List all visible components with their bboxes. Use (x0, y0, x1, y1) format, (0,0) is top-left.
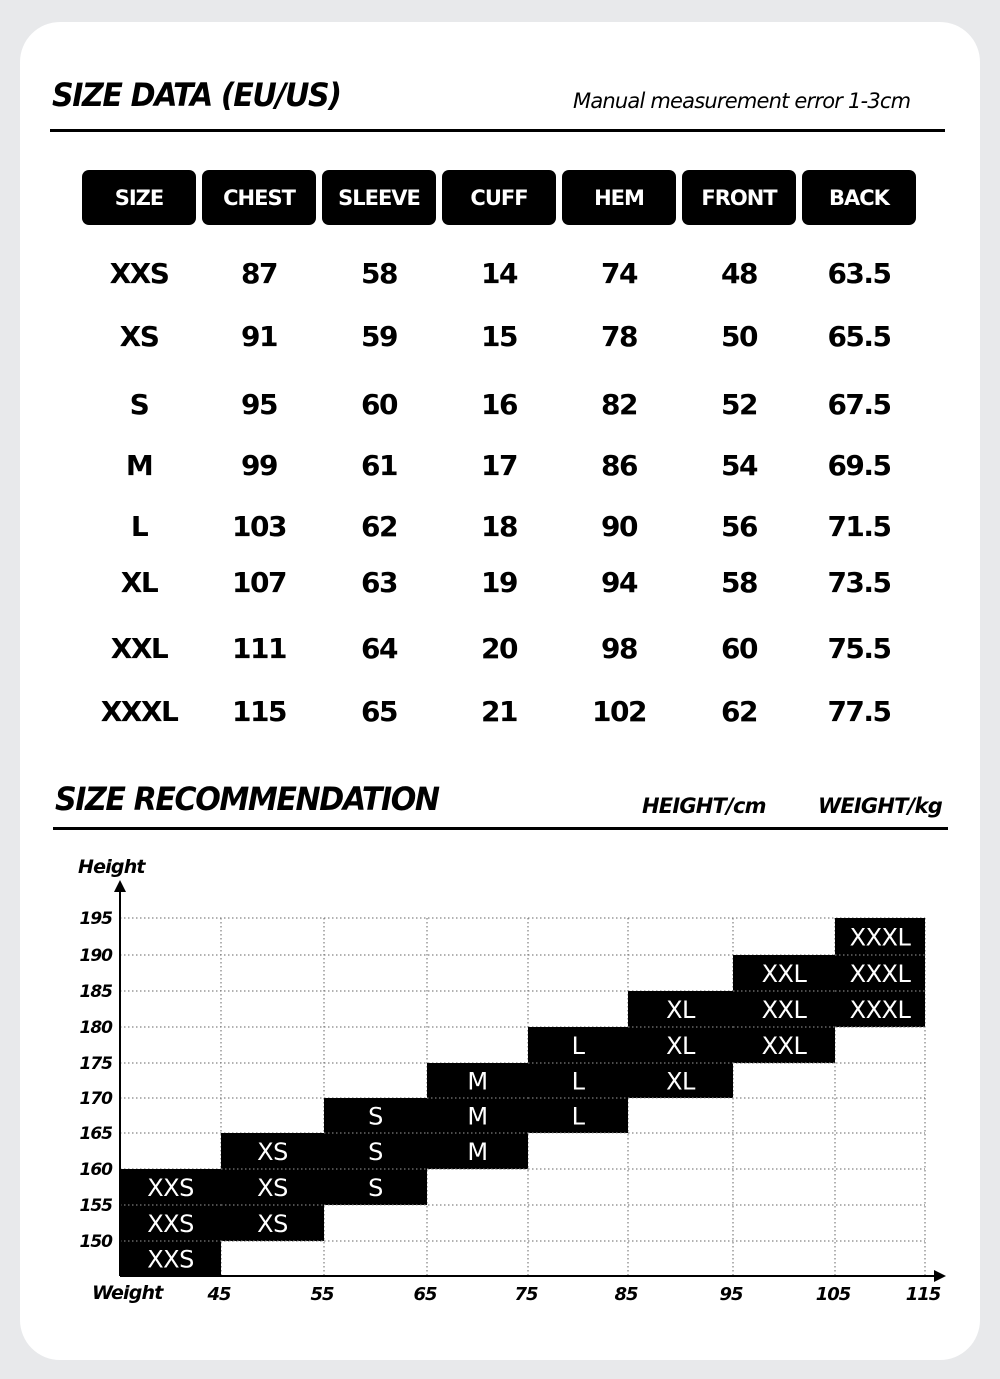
size-block-label: XXL (761, 1032, 807, 1060)
size-block-label: XXXL (849, 996, 911, 1024)
measurement-cell: 61 (361, 449, 397, 482)
x-tick-label: 85 (614, 1284, 638, 1305)
measurement-cell: 59 (361, 320, 397, 353)
size-label-cell: XL (120, 566, 158, 599)
measurement-cell: 65 (361, 695, 397, 728)
measurement-cell: 98 (601, 632, 637, 665)
size-block-label: L (571, 1102, 585, 1131)
y-axis-title: Height (78, 856, 145, 878)
size-block-label: L (571, 1067, 585, 1096)
measurement-cell: 60 (361, 388, 397, 421)
measurement-cell: 82 (601, 388, 637, 421)
measurement-cell: 64 (361, 632, 397, 665)
measurement-cell: 58 (721, 566, 757, 599)
size-block-label: M (467, 1102, 488, 1131)
measurement-cell: 111 (232, 632, 286, 665)
x-tick-label: 105 (815, 1284, 851, 1305)
measurement-cell: 77.5 (827, 695, 891, 728)
x-tick-label: 55 (310, 1284, 334, 1305)
measurement-cell: 60 (721, 632, 757, 665)
size-block-label: XS (257, 1174, 288, 1202)
y-tick-label: 160 (79, 1160, 112, 1180)
measurement-cell: 20 (481, 632, 517, 665)
size-block-label: XXS (147, 1210, 194, 1238)
measurement-cell: 73.5 (827, 566, 891, 599)
size-block-label: XS (257, 1210, 288, 1238)
y-axis-arrow (114, 880, 126, 892)
weight-unit-label: WEIGHT/kg (818, 794, 942, 818)
measurement-cell: 62 (361, 510, 397, 543)
measurement-cell: 107 (232, 566, 286, 599)
size-block-label: XXL (761, 960, 807, 988)
measurement-cell: 67.5 (827, 388, 891, 421)
measurement-cell: 54 (721, 449, 757, 482)
size-block-label: XXXL (849, 923, 911, 952)
measurement-cell: 86 (601, 449, 637, 482)
measurement-cell: 16 (481, 388, 517, 421)
y-tick-label: 190 (79, 946, 112, 966)
size-block-label: XXXL (849, 960, 911, 988)
measurement-cell: 95 (241, 388, 277, 421)
measurement-cell: 102 (592, 695, 646, 728)
measurement-cell: 62 (721, 695, 757, 728)
size-block-label: XS (257, 1138, 288, 1166)
column-header-hem: HEM (562, 170, 676, 225)
x-tick-label: 95 (719, 1284, 743, 1305)
measurement-cell: 115 (232, 695, 286, 728)
measurement-cell: 78 (601, 320, 637, 353)
measurement-cell: 91 (241, 320, 277, 353)
measurement-cell: 63.5 (827, 257, 891, 290)
column-header-chest: CHEST (202, 170, 316, 225)
size-block-label: XL (666, 996, 695, 1024)
size-block-label: S (368, 1174, 383, 1202)
size-block-label: XXS (147, 1245, 194, 1274)
x-axis-arrow (934, 1270, 946, 1282)
y-tick-label: 195 (79, 909, 112, 929)
size-label-cell: L (130, 510, 148, 543)
measurement-cell: 74 (601, 257, 637, 290)
size-recommendation-title: SIZE RECOMMENDATION (55, 780, 439, 818)
measurement-note: Manual measurement error 1-3cm (573, 89, 911, 113)
measurement-cell: 17 (481, 449, 517, 482)
size-label-cell: XS (119, 320, 159, 353)
column-header-size: SIZE (82, 170, 196, 225)
size-block-label: M (467, 1067, 488, 1096)
size-block-label: S (368, 1102, 383, 1131)
measurement-cell: 103 (232, 510, 286, 543)
size-block-label: S (368, 1138, 383, 1166)
measurement-cell: 65.5 (827, 320, 891, 353)
column-header-sleeve: SLEEVE (322, 170, 436, 225)
measurement-cell: 87 (241, 257, 277, 290)
size-block-label: XL (666, 1067, 695, 1096)
measurement-cell: 14 (481, 257, 517, 290)
column-header-back: BACK (802, 170, 916, 225)
size-label-cell: XXL (110, 632, 168, 665)
measurement-cell: 58 (361, 257, 397, 290)
x-tick-label: 115 (905, 1284, 941, 1305)
measurement-cell: 19 (481, 566, 517, 599)
size-block-label: L (571, 1032, 585, 1060)
measurement-cell: 94 (601, 566, 637, 599)
size-label-cell: XXXL (100, 695, 178, 728)
size-label-cell: XXS (109, 257, 169, 290)
measurement-cell: 48 (721, 257, 757, 290)
measurement-cell: 21 (481, 695, 517, 728)
measurement-cell: 75.5 (827, 632, 891, 665)
height-unit-label: HEIGHT/cm (642, 794, 766, 818)
size-data-title: SIZE DATA (EU/US) (52, 76, 341, 114)
y-tick-label: 150 (79, 1232, 112, 1252)
size-block-label: M (467, 1138, 488, 1166)
size-block-label: XXS (147, 1174, 194, 1202)
y-tick-label: 185 (79, 982, 112, 1002)
size-block-label: XL (666, 1032, 695, 1060)
measurement-cell: 56 (721, 510, 757, 543)
y-tick-label: 155 (79, 1196, 112, 1216)
measurement-cell: 18 (481, 510, 517, 543)
y-tick-label: 170 (79, 1089, 112, 1109)
measurement-cell: 15 (481, 320, 517, 353)
y-tick-label: 175 (79, 1054, 112, 1074)
measurement-cell: 90 (601, 510, 637, 543)
size-label-cell: M (125, 449, 153, 482)
x-tick-label: 75 (514, 1284, 538, 1305)
measurement-cell: 50 (721, 320, 757, 353)
measurement-cell: 52 (721, 388, 757, 421)
size-block-label: XXL (761, 996, 807, 1024)
column-header-cuff: CUFF (442, 170, 556, 225)
size-label-cell: S (129, 388, 149, 421)
measurement-cell: 63 (361, 566, 397, 599)
x-tick-label: 45 (207, 1284, 231, 1305)
measurement-cell: 99 (241, 449, 277, 482)
column-header-front: FRONT (682, 170, 796, 225)
measurement-cell: 71.5 (827, 510, 891, 543)
x-axis-title: Weight (92, 1282, 163, 1304)
measurement-cell: 69.5 (827, 449, 891, 482)
y-tick-label: 165 (79, 1124, 112, 1144)
y-tick-label: 180 (79, 1018, 112, 1038)
x-tick-label: 65 (413, 1284, 437, 1305)
